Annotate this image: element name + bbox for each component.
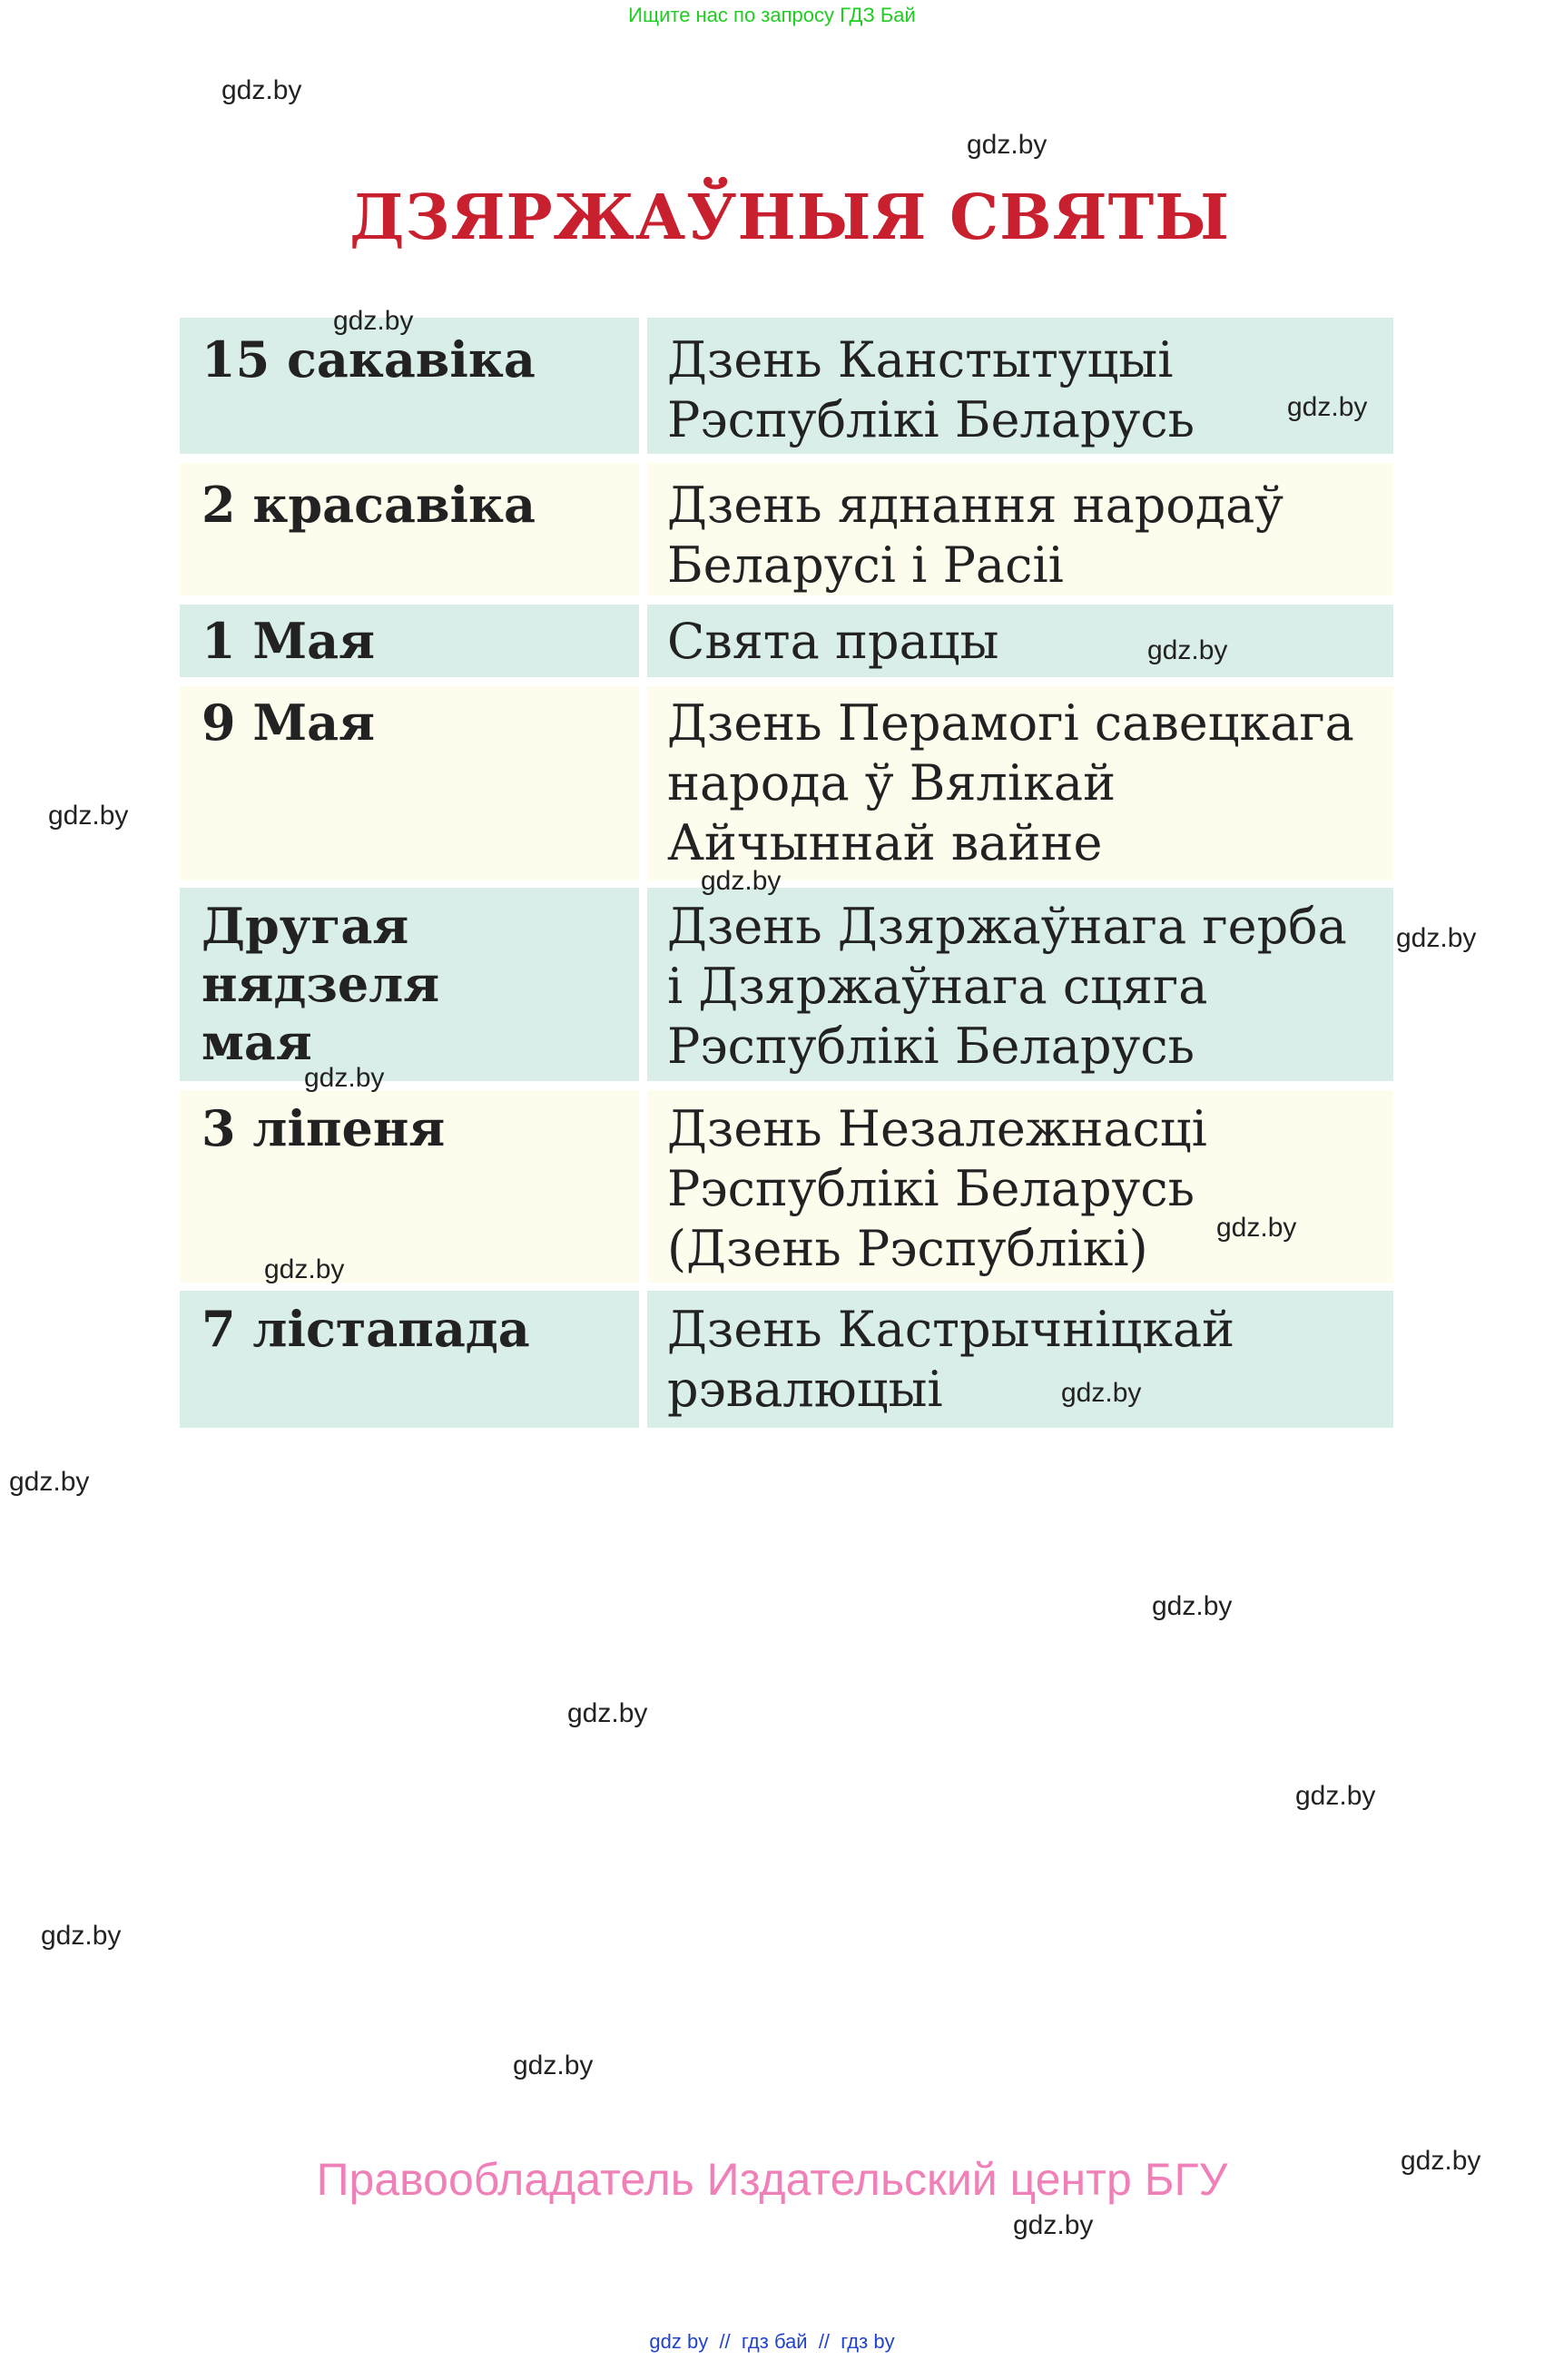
watermark: gdz.by — [1152, 1591, 1233, 1621]
watermark: gdz.by — [264, 1254, 345, 1284]
table-cell-holiday: Дзень Перамогі савецкага народа ў Вялікай Айчыннай вайне — [647, 686, 1393, 880]
footer-links[interactable]: gdz by // гдз бай // гдз by — [649, 2330, 895, 2353]
copyright-notice: Правообладатель Издательский центр БГУ — [316, 2154, 1228, 2205]
table-cell-date: 1 Мая — [180, 605, 639, 677]
watermark: gdz.by — [1295, 1781, 1376, 1811]
table-cell-holiday: Дзень Канстытуцыі Рэспублікі Беларусь — [647, 318, 1393, 454]
watermark: gdz.by — [1216, 1213, 1297, 1243]
watermark: gdz.by — [304, 1063, 385, 1093]
watermark: gdz.by — [1061, 1378, 1142, 1408]
watermark: gdz.by — [1396, 923, 1477, 953]
table-cell-holiday: Дзень Незалежнасці Рэспублікі Беларусь (Дзень Рэспублікі) — [647, 1090, 1393, 1283]
table-cell-holiday: Свята працы — [647, 605, 1393, 677]
watermark: gdz.by — [701, 866, 782, 896]
watermark: gdz.by — [967, 130, 1047, 160]
table-cell-date: 7 лістапада — [180, 1291, 639, 1428]
table-cell-holiday: Дзень яднання народаў Беларусі і Расіі — [647, 463, 1393, 595]
watermark: gdz.by — [9, 1467, 90, 1497]
watermark: gdz.by — [221, 75, 302, 105]
page-title: ДЗЯРЖАЎНЫЯ СВЯТЫ — [349, 182, 1230, 254]
top-note: Ищите нас по запросу ГДЗ Бай — [628, 4, 916, 26]
watermark: gdz.by — [1401, 2146, 1481, 2176]
watermark: gdz.by — [333, 306, 414, 336]
watermark: gdz.by — [513, 2051, 594, 2080]
table-cell-holiday: Дзень Дзяржаўнага герба і Дзяржаўнага сцяга Рэспублікі Беларусь — [647, 888, 1393, 1081]
table-cell-date: 2 красавіка — [180, 463, 639, 595]
watermark: gdz.by — [1147, 635, 1228, 665]
table-cell-date: 15 сакавіка — [180, 318, 639, 454]
watermark: gdz.by — [41, 1921, 122, 1951]
watermark: gdz.by — [1287, 392, 1368, 422]
watermark: gdz.by — [48, 801, 129, 831]
table-cell-date: Другая нядзеля мая — [180, 888, 639, 1081]
table-cell-date: 3 ліпеня — [180, 1090, 639, 1283]
table-cell-holiday: Дзень Кастрычніцкай рэвалюцыі — [647, 1291, 1393, 1428]
watermark: gdz.by — [1013, 2210, 1094, 2240]
table-cell-date: 9 Мая — [180, 686, 639, 880]
watermark: gdz.by — [567, 1698, 648, 1728]
